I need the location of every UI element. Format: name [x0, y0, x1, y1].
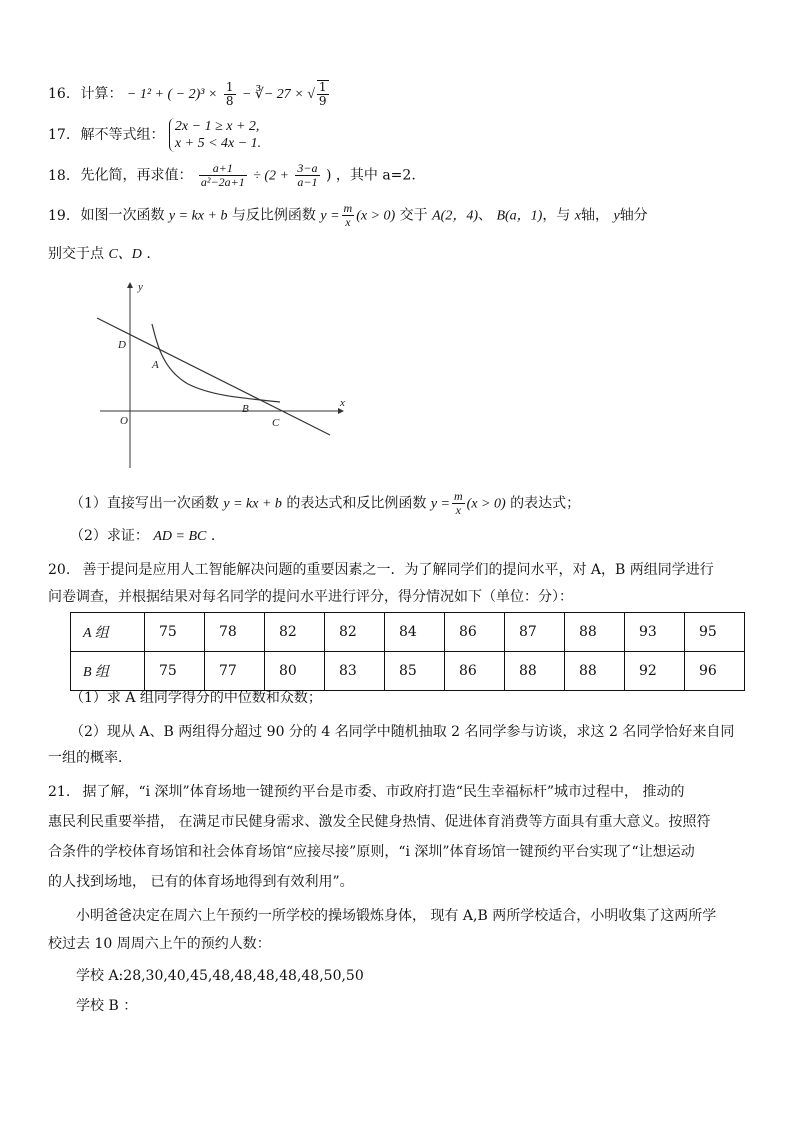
school-a-values: 28,30,40,45,48,48,48,48,48,50,50: [123, 968, 364, 984]
equation-linear: y = kx + b: [223, 496, 282, 512]
table-cell: 78: [205, 613, 265, 652]
label-x: x: [340, 397, 345, 409]
table-cell: 87: [505, 613, 565, 652]
table-row-label: B 组: [71, 652, 145, 691]
question-tail: ) ，其中 a=2.: [325, 167, 416, 184]
table-cell: 80: [265, 652, 325, 691]
points-cd: C、D: [108, 247, 142, 262]
text: .: [210, 528, 216, 544]
equation-linear: y = kx + b: [168, 208, 228, 224]
school-a-label: 学校 A:: [76, 968, 124, 984]
text: 合条件的学校体育场馆和社会体育场馆“应接尽接”原则，“i 深圳”体育场馆一键预约平台实现了“让想运动: [48, 844, 695, 860]
school-b-data: [76, 996, 137, 1016]
fraction: $\frac{1}{8}$: [225, 79, 234, 108]
question-18: [48, 162, 416, 189]
table-cell: 75: [145, 613, 205, 652]
table-cell: 77: [205, 652, 265, 691]
equation-proof: AD = BC: [153, 529, 207, 544]
table-row-label: A 组: [71, 613, 145, 652]
question-21-p3: [48, 842, 695, 862]
y-axis-label: y: [613, 208, 620, 224]
text: 一组的概率．: [48, 750, 132, 766]
text: （2）现从 A、B 两组得分超过 90 分的 4 名同学中随机抽取 2 名同学参与访谈，求这 2 名同学恰好来自同: [70, 724, 735, 740]
text: 如图一次函数: [80, 207, 165, 224]
inverse-function-curve: [152, 324, 280, 402]
fraction: $\frac{3-a}{a-1}$: [297, 161, 318, 189]
math-expression: ÷ (2 +: [253, 168, 289, 184]
question-number: 18.: [48, 167, 71, 184]
question-21-p2: [48, 812, 710, 832]
question-19-sub1: [70, 490, 580, 517]
question-16: [48, 80, 331, 108]
label-o: O: [120, 415, 128, 427]
fraction: $\frac{a+1}{\text{a²−2a+1}}$: [200, 161, 245, 189]
equation-inverse: y =: [430, 496, 450, 512]
question-20-sub2a: [70, 722, 734, 742]
label-c: C: [272, 417, 280, 429]
table-row: [71, 613, 745, 652]
question-21-p1: [48, 782, 684, 802]
domain: (x > 0): [356, 208, 396, 224]
question-21-p5: [76, 906, 716, 926]
table-cell: 92: [625, 652, 685, 691]
text: 、: [478, 207, 492, 224]
score-table: [70, 612, 745, 691]
question-prefix: 计算：: [80, 86, 123, 102]
x-axis-label: x: [574, 208, 582, 224]
table-cell: 88: [565, 652, 625, 691]
label-d: D: [118, 339, 126, 351]
table-cell: 86: [445, 652, 505, 691]
fraction: $\frac{m}{x}$: [343, 201, 353, 229]
question-20-line2: [48, 587, 573, 607]
point-a: A(2，4): [432, 208, 478, 224]
question-number: 16.: [48, 86, 71, 102]
question-20-sub2b: [48, 748, 132, 768]
text: 问卷调查，并根据结果对每名同学的提问水平进行评分，得分情况如下（单位：分）：: [48, 589, 573, 605]
math-expression: − 1² + ( − 2)³ ×: [126, 87, 218, 102]
domain: (x > 0): [466, 496, 506, 512]
text: 校过去 10 周周六上午的预约人数：: [48, 936, 271, 952]
question-20-sub1: [70, 688, 322, 708]
text: .: [146, 246, 151, 262]
linear-function-line: [97, 318, 330, 435]
text: 惠民利民重要举措， 在满足市民健身需求、激发全民健身热情、促进体育消费等方面具有重大意义。按照符: [48, 814, 711, 830]
school-a-data: [76, 966, 364, 986]
question-number: 17.: [48, 127, 71, 143]
text: （2）求证：: [70, 528, 149, 544]
table-row: [71, 652, 745, 691]
label-a: A: [152, 359, 159, 371]
text: （1）直接写出一次函数: [70, 495, 219, 512]
point-b: B(a，1): [496, 208, 543, 224]
text: 交于: [399, 207, 428, 224]
table-cell: 84: [385, 613, 445, 652]
math-expression: − ∛− 27 × √: [241, 87, 315, 102]
table-cell: 96: [685, 652, 745, 691]
table-cell: 83: [325, 652, 385, 691]
text: 轴，: [581, 207, 610, 224]
text: ，与: [542, 207, 571, 224]
table-cell: 95: [685, 613, 745, 652]
function-graph: [92, 278, 352, 474]
table-cell: 85: [385, 652, 445, 691]
text: 的人找到场地， 已有的体育场地得到有效利用”。: [48, 874, 354, 890]
fraction: $\frac{1}{9}$: [318, 80, 327, 108]
question-number: 21.: [48, 784, 71, 800]
question-21-p6: [48, 934, 271, 954]
question-20-line1: [48, 560, 714, 580]
question-number: 20.: [48, 562, 71, 578]
question-prefix: 先化简，再求值：: [80, 167, 193, 184]
text: 的表达式；: [510, 495, 581, 512]
school-b-label: 学校 B ：: [76, 998, 138, 1014]
equation-inverse: y =: [320, 208, 340, 224]
fraction: $\frac{m}{x}$: [454, 489, 463, 517]
text: 别交于点: [48, 246, 104, 262]
text: 小明爸爸决定在周六上午预约一所学校的操场锻炼身体， 现有 A,B 两所学校适合，小明收集了这两所学: [76, 908, 717, 924]
table-cell: 93: [625, 613, 685, 652]
label-b: B: [242, 403, 249, 415]
table-cell: 82: [265, 613, 325, 652]
question-19-line1: [48, 202, 648, 229]
table-cell: 88: [565, 613, 625, 652]
text: 的表达式和反比例函数: [286, 495, 427, 512]
label-y: y: [138, 281, 143, 293]
text: 善于提问是应用人工智能解决问题的重要因素之一．为了解同学们的提问水平，对 A，B 两组同学进行: [82, 562, 714, 578]
question-19-line2: [48, 244, 151, 265]
question-prefix: 解不等式组：: [80, 127, 165, 143]
inequality-system: 2x − 1 ≥ x + 2, x + 5 < 4x − 1.: [169, 118, 261, 152]
text: 据了解，“i 深圳”体育场地一键预约平台是市委、市政府打造“民生幸福标杆”城市过程中， 推动的: [82, 784, 685, 800]
table-cell: 88: [505, 652, 565, 691]
question-19-sub2: [70, 526, 215, 547]
table-cell: 75: [145, 652, 205, 691]
table-cell: 82: [325, 613, 385, 652]
text: 轴分: [619, 207, 648, 224]
question-17: [48, 118, 261, 152]
text: 与反比例函数: [231, 207, 316, 224]
question-number: 19.: [48, 207, 71, 224]
table-cell: 86: [445, 613, 505, 652]
text: （1）求 A 组同学得分的中位数和众数；: [70, 690, 322, 706]
y-axis-arrow: [127, 282, 133, 288]
question-21-p4: [48, 872, 354, 892]
